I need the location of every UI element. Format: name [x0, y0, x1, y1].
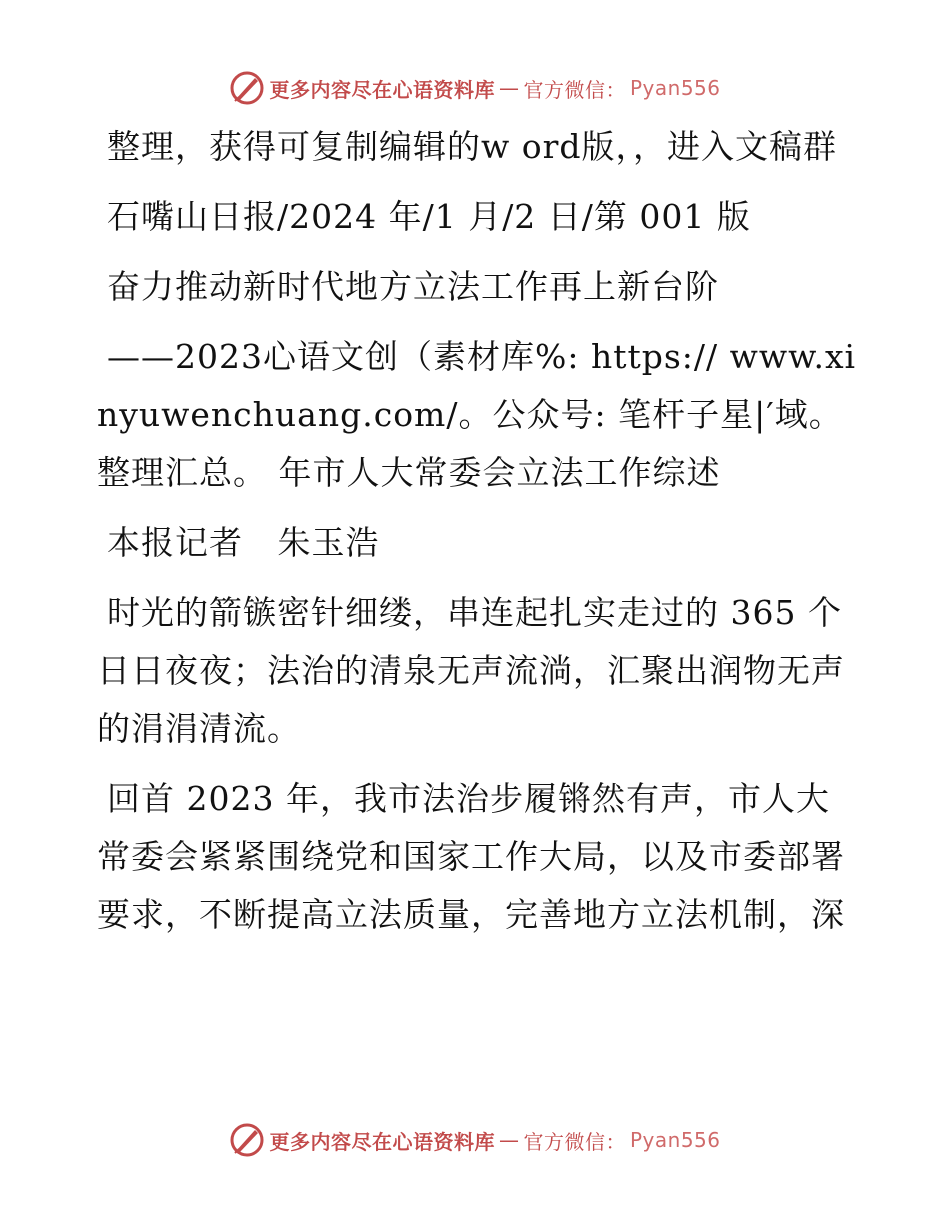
document-body — [97, 118, 857, 956]
body-paragraph: 回首 2023 年，我市法治步履锵然有声，市人大常委会紧紧围绕党和国家工作大局，以及市委部署要求，不断提高立法质量，完善地方立法机制，深 — [97, 779, 845, 934]
intro-note: 整理，获得可复制编辑的w ord版，，进入文稿群 — [107, 127, 838, 166]
header-banner — [0, 70, 950, 106]
banner-dash: — — [498, 76, 520, 100]
banner-wechat-id: Pyan556 — [629, 1128, 721, 1152]
body-paragraph: 时光的箭镞密针细缕，串连起扎实走过的 365 个日日夜夜；法治的清泉无声流淌，汇聚出润物无声的涓涓清流。 — [97, 593, 845, 748]
article-title: 奋力推动新时代地方立法工作再上新台阶 — [107, 267, 719, 306]
banner-wechat-label: 官方微信： — [523, 77, 626, 102]
banner-wechat-id: Pyan556 — [629, 76, 721, 100]
banner-wechat-label: 官方微信： — [523, 1129, 626, 1154]
banner-dash: — — [498, 1128, 520, 1152]
quill-pen-logo-icon — [229, 1122, 265, 1158]
footer-banner — [0, 1122, 950, 1158]
banner-slogan: 更多内容尽在心语资料库 — [269, 77, 495, 102]
byline: 本报记者 朱玉浩 — [107, 523, 380, 562]
quill-pen-logo-icon — [229, 70, 265, 106]
source-line: 石嘴山日报/2024 年/1 月/2 日/第 001 版 — [107, 197, 751, 236]
banner-slogan: 更多内容尽在心语资料库 — [269, 1129, 495, 1154]
article-subtitle: ——2023心语文创（素材库%: https:// www.xinyuwenchuang.com/。公众号: 笔杆子星|′域。整理汇总。 年市人大常委会立法工作综述 — [97, 337, 857, 492]
